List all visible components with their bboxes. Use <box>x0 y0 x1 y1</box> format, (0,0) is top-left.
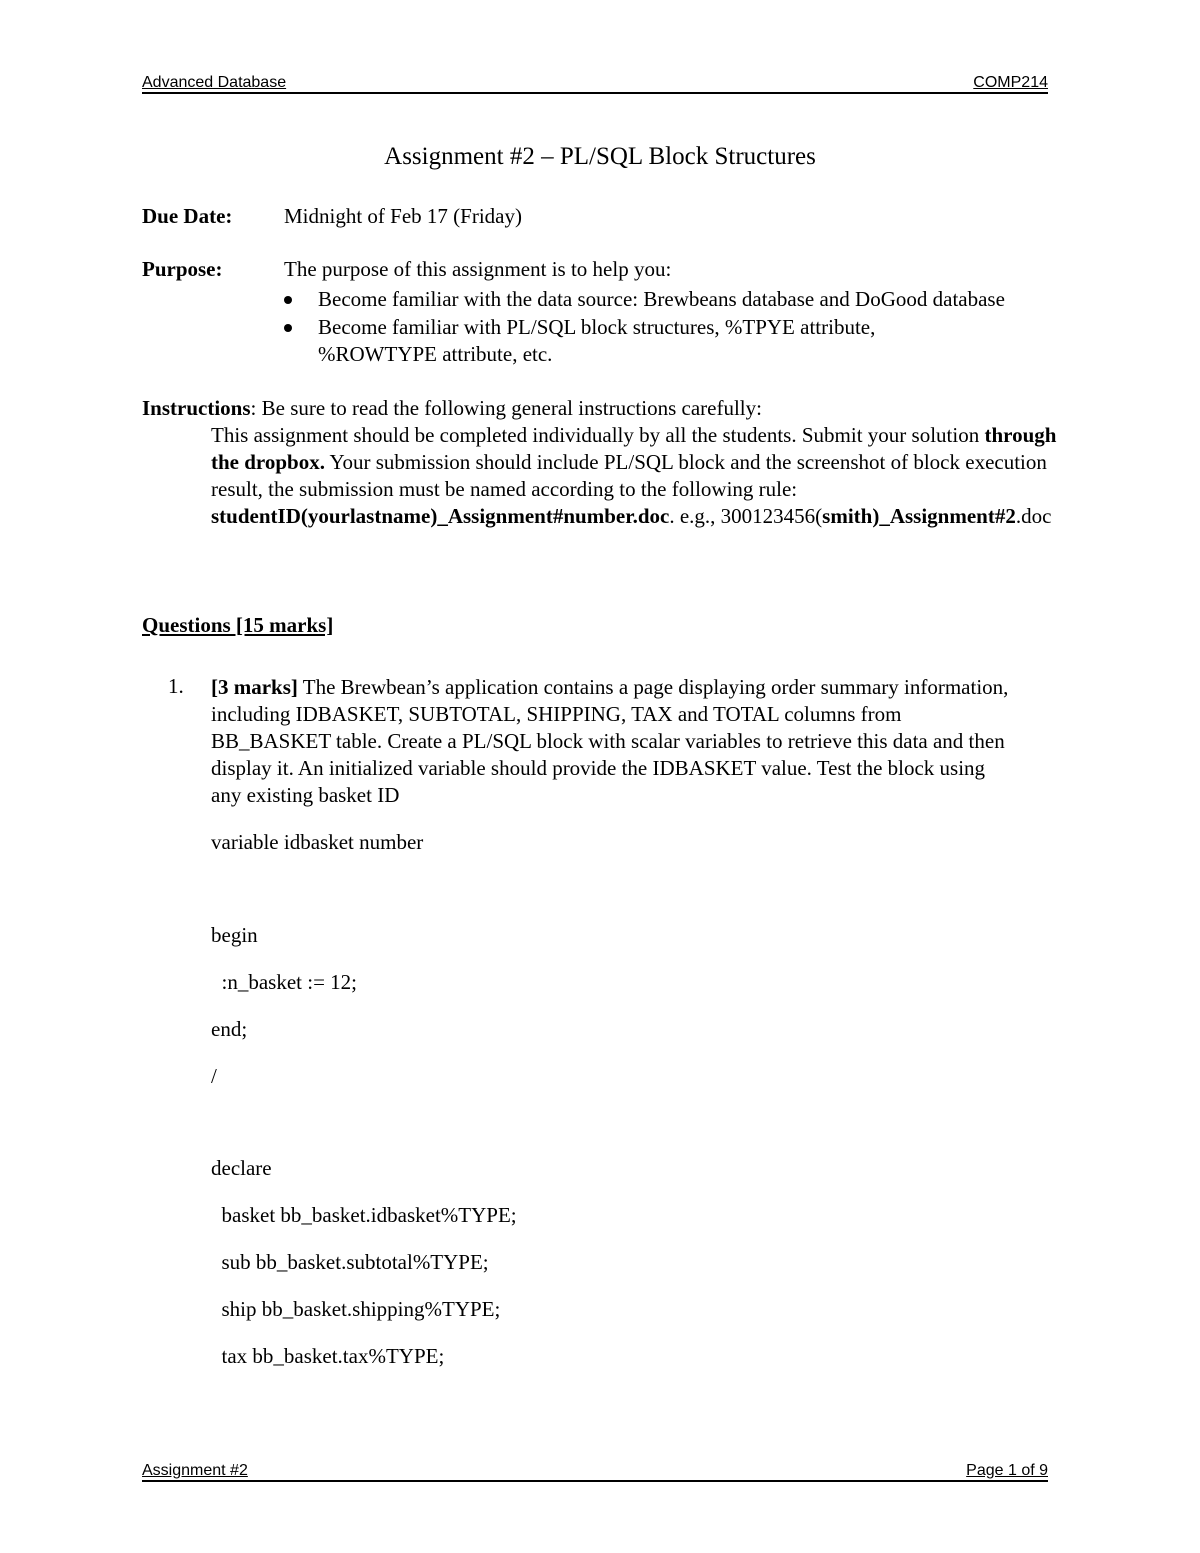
page-title: Assignment #2 – PL/SQL Block Structures <box>384 143 816 170</box>
header-course-code: COMP214 <box>973 74 1048 91</box>
list-item <box>284 314 968 368</box>
instructions-lead: : Be sure to read the following general instructions carefully: <box>250 396 762 420</box>
footer-assignment: Assignment #2 <box>142 1462 248 1479</box>
instructions-text: . e.g., 300123456( <box>669 504 823 528</box>
purpose-list <box>284 286 1044 369</box>
instructions-heading <box>142 395 762 422</box>
code-line: variable idbasket number <box>211 830 424 854</box>
bullet-icon <box>284 296 292 304</box>
instructions-body <box>211 422 1061 530</box>
filename-rule: studentID(yourlastname)_Assignment#number.doc <box>211 504 670 528</box>
page-header <box>142 72 1048 94</box>
purpose-bullet-1: Become familiar with the data source: Brewbeans database and DoGood database <box>318 287 1005 311</box>
filename-example: smith)_Assignment#2 <box>822 504 1016 528</box>
instructions-emphasis: through the dropbox. <box>211 423 1057 474</box>
page-footer <box>142 1460 1048 1482</box>
question-1 <box>211 674 1011 809</box>
instructions-text: Your submission should include PL/SQL block and the screenshot of block execution result, the submission must be named according to the following rule: <box>211 450 1047 501</box>
header-course-name: Advanced Database <box>142 74 287 91</box>
question-marks: [3 marks] <box>211 675 298 699</box>
code-line: declare <box>211 1156 272 1180</box>
due-date-label: Due Date: <box>142 204 233 228</box>
footer-page-number: Page 1 of 9 <box>966 1462 1048 1479</box>
due-date-value: Midnight of Feb 17 (Friday) <box>284 204 522 228</box>
purpose-bullet-2: Become familiar with PL/SQL block structures, %TPYE attribute, %ROWTYPE attribute, etc. <box>318 315 876 366</box>
code-line: basket bb_basket.idbasket%TYPE; <box>211 1203 517 1227</box>
instructions-text: This assignment should be completed individually by all the students. Submit your solution <box>211 423 985 447</box>
code-line: ship bb_basket.shipping%TYPE; <box>211 1297 501 1321</box>
code-line: begin <box>211 923 258 947</box>
question-number: 1. <box>168 674 184 698</box>
code-line: sub bb_basket.subtotal%TYPE; <box>211 1250 489 1274</box>
code-line: tax bb_basket.tax%TYPE; <box>211 1344 445 1368</box>
code-line: / <box>211 1064 217 1088</box>
instructions-label: Instructions <box>142 396 251 420</box>
purpose-intro: The purpose of this assignment is to help you: <box>284 257 672 281</box>
purpose-label: Purpose: <box>142 257 223 281</box>
code-line: :n_basket := 12; <box>211 970 357 994</box>
instructions-text: .doc <box>1015 504 1052 528</box>
questions-heading: Questions [15 marks] <box>142 613 334 637</box>
code-line: end; <box>211 1017 248 1041</box>
question-text: The Brewbean’s application contains a page displaying order summary information, including IDBASKET, SUBTOTAL, SHIPPING, TAX and TOTAL columns from BB_BASKET table. Create a PL/SQL block with scalar variables to retrieve this data and then display it. An initialized variable should provide the IDBASKET value. Test the block using any existing basket ID <box>211 675 1009 807</box>
bullet-icon <box>284 324 292 332</box>
list-item <box>284 286 1018 313</box>
